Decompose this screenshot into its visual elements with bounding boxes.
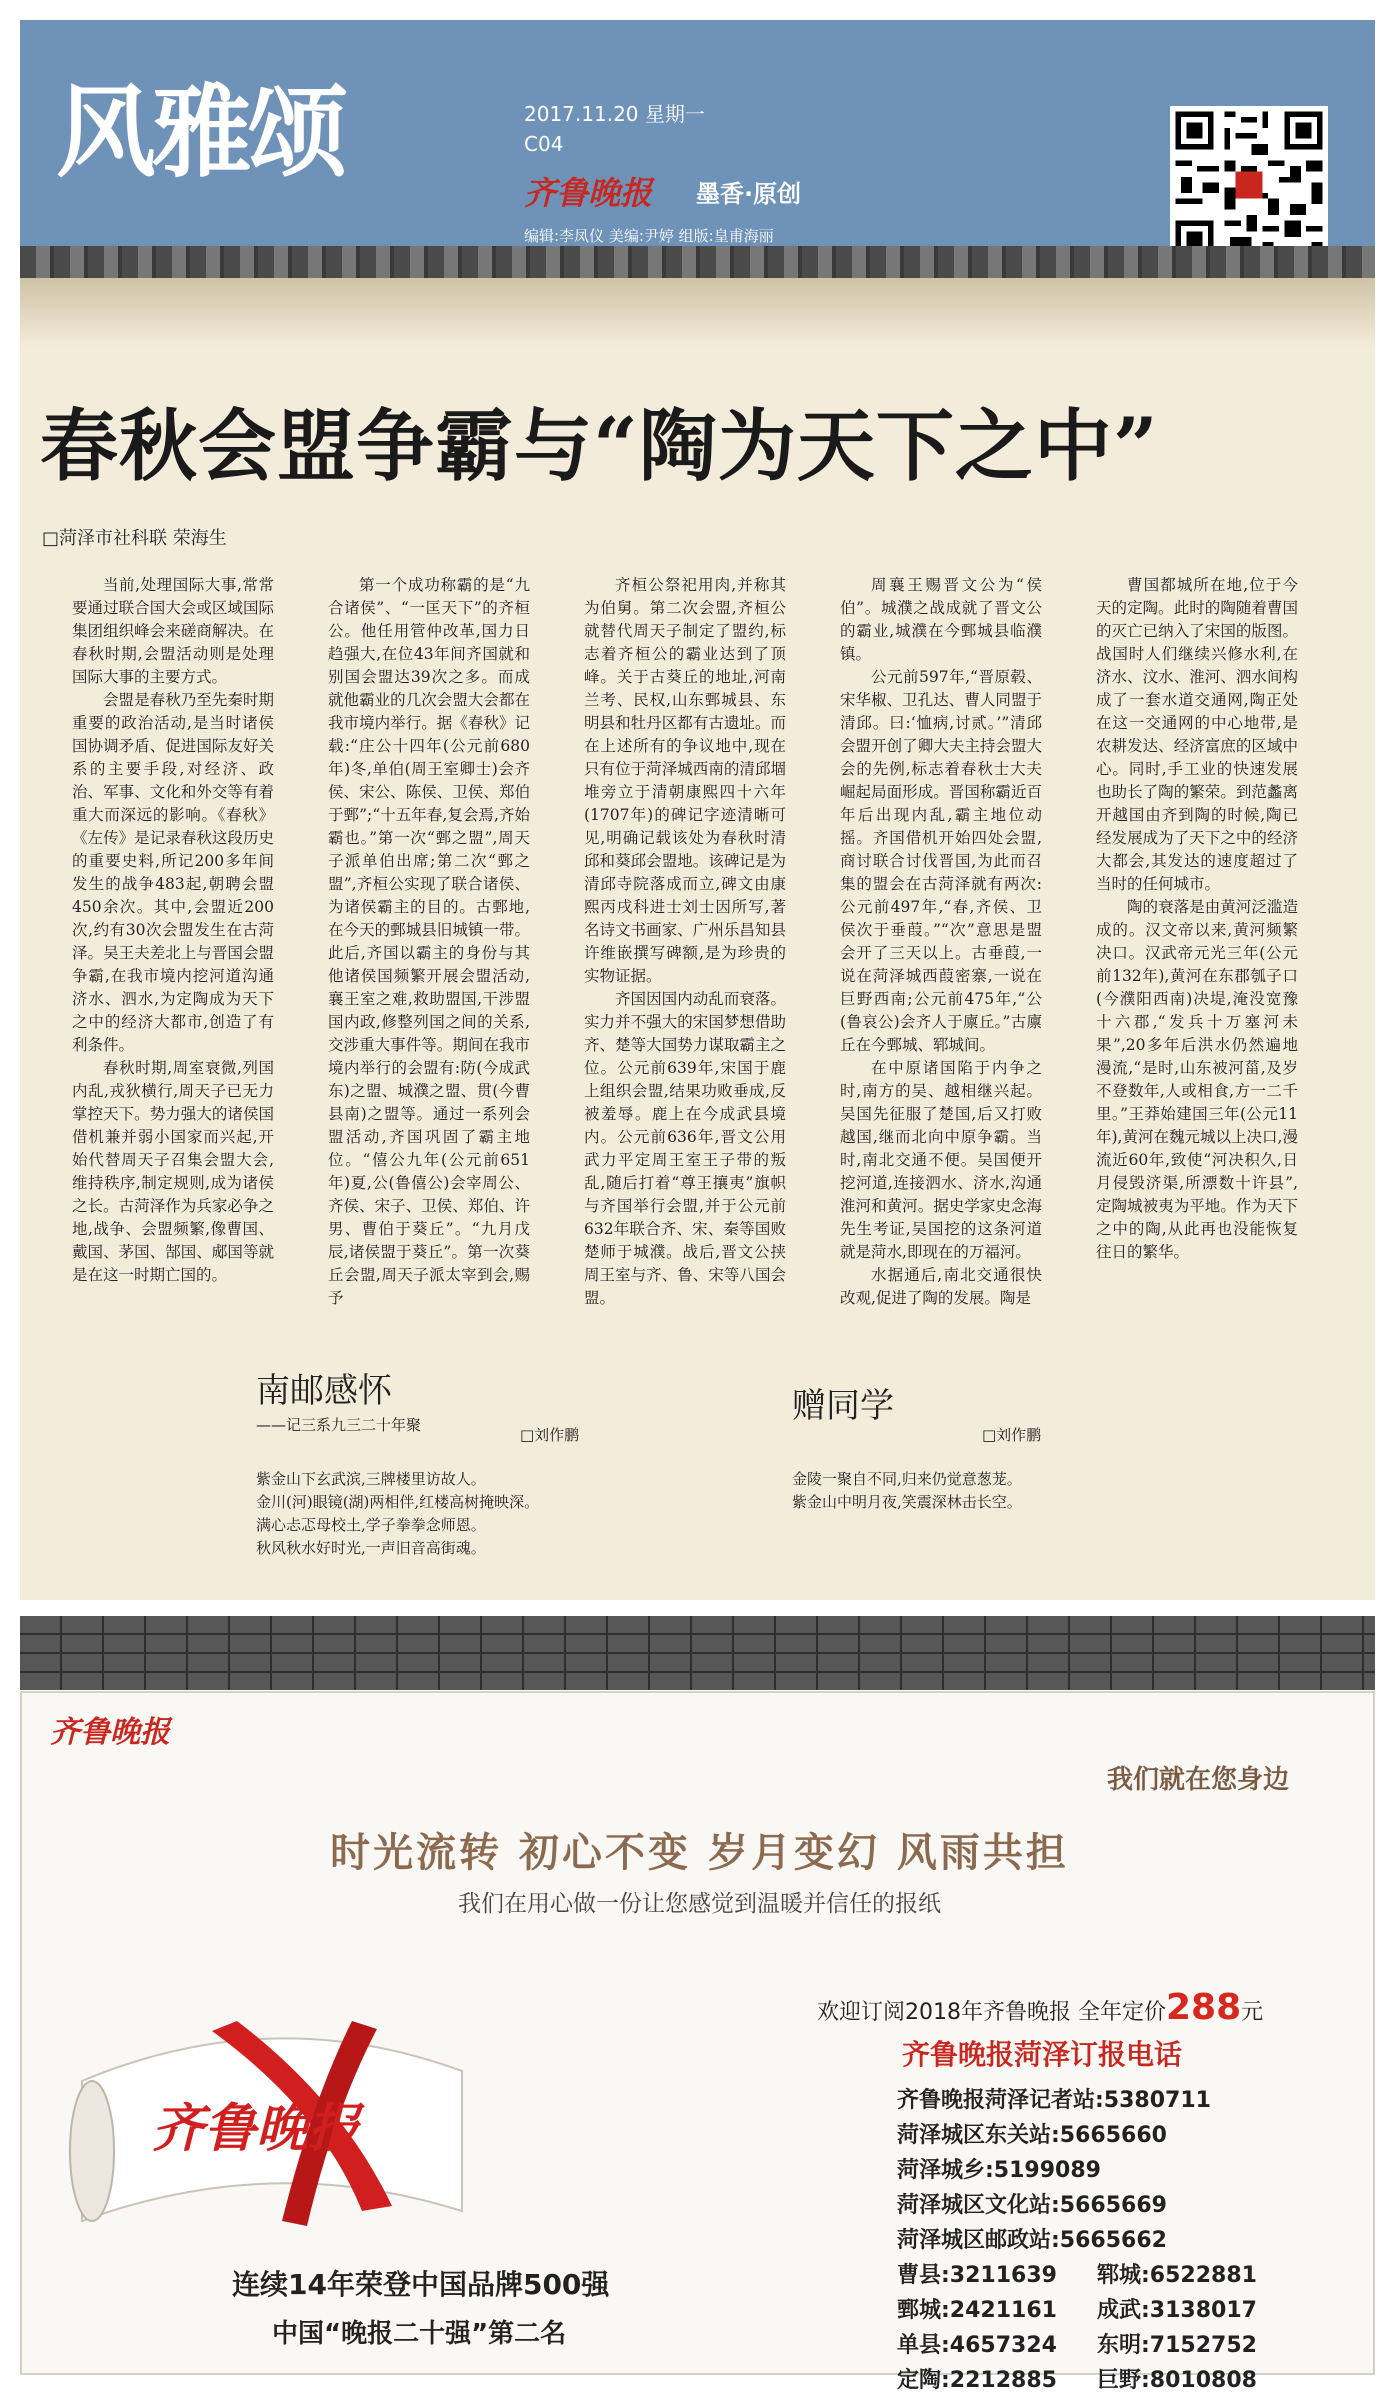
contact-list bbox=[897, 2083, 1211, 2258]
paragraph: 公元前597年,“晋原毂、宋华椒、卫孔达、曹人同盟于清邱。曰:‘恤病,讨贰。’”清邱会盟开创了卿大夫主持会盟大会的先例,标志着春秋士大夫崛起局面形成。晋国称霸近百年后出现内乱,霸主地位动摇。齐国借机开始四处会盟,商讨联合讨伐晋国,为此而召集的盟会在古菏泽就有两次:公元前497年,“春,齐侯、卫侯次于垂葭。”“次”意思是盟会开了三天以上。古垂葭,一说在菏泽城西葭密寨,一说在巨野西南;公元前475年,“公(鲁哀公)会齐人于廪丘。”古廪丘在今鄄城、郓城间。 bbox=[840, 668, 1042, 1054]
subscription-promo bbox=[817, 1987, 1263, 2028]
price-unit: 元 bbox=[1241, 2000, 1264, 2025]
contact-item: 成武:3138017 bbox=[1097, 2298, 1257, 2323]
article-byline: □菏泽市社科联 荣海生 bbox=[42, 528, 227, 549]
county-contact-grid bbox=[897, 2258, 1257, 2398]
poem-subtitle: ——记三系九三二十年聚 bbox=[256, 1416, 422, 1434]
roof-tiles-decoration bbox=[20, 246, 1375, 278]
contact-item: 定陶:2212885 bbox=[897, 2368, 1057, 2393]
poem-title: 赠同学 bbox=[792, 1386, 894, 1426]
poem-line: 金川(河)眼镜(湖)两相伴,红楼高树掩映深。 bbox=[256, 1493, 540, 1511]
contact-item: 单县:4657324 bbox=[897, 2333, 1057, 2358]
paragraph: 周襄王赐晋文公为“侯伯”。城濮之战成就了晋文公的霸业,城濮在今鄄城县临濮镇。 bbox=[840, 576, 1042, 663]
promo-text: 欢迎订阅2018年齐鲁晚报 全年定价 bbox=[817, 2000, 1166, 2025]
paragraph: 齐国因国内动乱而衰落。实力并不强大的宋国梦想借助齐、楚等大国势力谋取霸主之位。公元前639年,宋国于鹿上组织会盟,结果功败垂成,反被羞辱。鹿上在今成武县境内。公元前636年,晋文公用武力平定周王室王子带的叛乱,随后打着“尊王攘夷”旗帜与齐国举行会盟,并于公元前632年联合齐、宋、秦等国败楚师于城濮。战后,晋文公挟周王室与齐、鲁、宋等八国会盟。 bbox=[584, 990, 786, 1307]
contact-item: 鄄城:2421161 bbox=[897, 2298, 1057, 2323]
rolled-newspaper-icon bbox=[62, 1961, 482, 2251]
advert-tagline: 我们就在您身边 bbox=[1106, 1765, 1289, 1795]
brick-wall-decoration bbox=[20, 1616, 1375, 1690]
poem-body bbox=[792, 1468, 1022, 1514]
poem-line: 紫金山中明月夜,笑震深林击长空。 bbox=[792, 1493, 1022, 1511]
paragraph: 在中原诸国陷于内争之时,南方的吴、越相继兴起。吴国先征服了楚国,后又打败越国,继而北向中原争霸。当时,南北交通不便。吴国便开挖河道,连接泗水、济水,沟通淮河和黄河。据史学家史念海先生考证,吴国挖的这条河道就是菏水,即现在的万福河。 bbox=[840, 1059, 1042, 1261]
paragraph: 陶的衰落是由黄河泛滥造成的。汉文帝以来,黄河频繁决口。汉武帝元光三年(公元前132年),黄河在东郡瓠子口(今濮阳西南)决堤,淹没宽豫十六郡,“发兵十万塞河未果”,20多年后洪水仍然遍地漫流,“是时,山东被河菑,及岁不登数年,人或相食,方一二千里。”王莽始建国三年(公元11年),黄河在魏元城以上决口,漫流近60年,致使“河决积久,日月侵毁济渠,所漂数十许县”,定陶城被夷为平地。作为天下之中的陶,从此再也没能恢复往日的繁华。 bbox=[1096, 898, 1298, 1261]
qr-code-icon[interactable] bbox=[1170, 106, 1328, 264]
contact-item: 巨野:8010808 bbox=[1097, 2368, 1257, 2393]
poem-author: □刘作鹏 bbox=[982, 1426, 1042, 1444]
issue-date: 2017.11.20 星期一 bbox=[524, 102, 705, 126]
poem-body bbox=[256, 1468, 539, 1560]
contact-item: 菏泽城区文化站:5665669 bbox=[897, 2193, 1167, 2218]
price: 288 bbox=[1165, 1987, 1242, 2028]
contact-item: 东明:7152752 bbox=[1097, 2333, 1257, 2358]
contact-item: 菏泽城区邮政站:5665662 bbox=[897, 2228, 1167, 2253]
article-column-4 bbox=[840, 574, 1042, 1310]
page-number: C04 bbox=[524, 132, 564, 156]
paragraph: 第一个成功称霸的是“九合诸侯”、“一匡天下”的齐桓公。他任用管仲改革,国力日趋强大,在位43年间齐国就和别国会盟达39次之多。而成就他霸业的几次会盟大会都在我市境内举行。据《春秋》记载:“庄公十四年(公元前680年)冬,单伯(周王室卿士)会齐侯、宋公、陈侯、卫侯、郑伯于鄄”;“十五年春,复会焉,齐始霸也。”第一次“鄄之盟”,周天子派单伯出席;第二次“鄄之盟”,齐桓公实现了联合诸侯、为诸侯霸主的目的。古鄄地,在今天的鄄城县旧城镇一带。此后,齐国以霸主的身份与其他诸侯国频繁开展会盟活动,襄王室之难,救助盟国,干涉盟国内政,修整列国之间的关系,交涉重大事件等。期间在我市境内举行的会盟有:防(今成武东)之盟、城濮之盟、贯(今曹县南)之盟等。通过一系列会盟活动,齐国巩固了霸主地位。“僖公九年(公元前651年)夏,公(鲁僖公)会宰周公、齐侯、宋子、卫侯、郑伯、许男、曹伯于葵丘”。“九月戊辰,诸侯盟于葵丘”。第一次葵丘会盟,周天子派太宰到会,赐予 bbox=[328, 576, 530, 1307]
paragraph: 齐桓公祭祀用肉,并称其为伯舅。第二次会盟,齐桓公就替代周天子制定了盟约,标志着齐桓公的霸业达到了顶峰。关于古葵丘的地址,河南兰考、民权,山东鄄城县、东明县和牡丹区都有古遗址。而在上述所有的争议地中,现在只有位于菏泽城西南的清邱堌堆旁立于清朝康熙四十六年(1707年)的碑记字迹清晰可见,明确记载该处为春秋时清邱和葵邱会盟地。该碑记是为清邱寺院落成而立,碑文由康熙丙戌科进士刘士因所写,著名诗文书画家、广州乐昌知县许维嵌撰写碑额,是为珍贵的实物证据。 bbox=[584, 576, 786, 985]
roof-shadow-decoration bbox=[20, 278, 1375, 348]
paragraph: 会盟是春秋乃至先秦时期重要的政治活动,是当时诸侯国协调矛盾、促进国际友好关系的主要手段,对经济、政治、军事、文化和外交等有着重大而深远的影响。《春秋》《左传》是记录春秋这段历史的重要史料,所记200多年间发生的战争483起,朝聘会盟450余次。其中,会盟近200次,约有30次会盟发生在古菏泽。吴王夫差北上与晋国会盟争霸,在我市境内挖河道沟通济水、泗水,为定陶成为天下之中的经济大都市,创造了有利条件。 bbox=[72, 691, 274, 1054]
poem-line: 金陵一聚自不同,归来仍觉意葱茏。 bbox=[792, 1470, 1022, 1488]
paragraph: 春秋时期,周室衰微,列国内乱,戎狄横行,周天子已无力掌控天下。势力强大的诸侯国借机兼并弱小国家而兴起,开始代替周天子召集会盟大会,维持秩序,制定规则,成为诸侯之长。古菏泽作为兵家必争之地,战争、会盟频繁,像曹国、戴国、茅国、郜国、郕国等就是在这一时期亡国的。 bbox=[72, 1059, 274, 1284]
hotline-title: 齐鲁晚报菏泽订报电话 bbox=[902, 2038, 1183, 2071]
paper-masthead: 齐鲁晚报 bbox=[152, 2098, 361, 2159]
advert-sub-slogan: 我们在用心做一份让您感觉到温暖并信任的报纸 bbox=[458, 1891, 941, 1917]
page-header bbox=[20, 20, 1375, 278]
contact-item: 齐鲁晚报菏泽记者站:5380711 bbox=[897, 2088, 1211, 2113]
poem-line: 紫金山下玄武滨,三牌楼里访故人。 bbox=[256, 1470, 486, 1488]
poem-line: 秋风秋水好时光,一声旧音高街魂。 bbox=[256, 1539, 486, 1557]
poem-author: □刘作鹏 bbox=[520, 1426, 580, 1444]
article-area bbox=[20, 278, 1375, 1600]
article-title: 春秋会盟争霸与“陶为天下之中” bbox=[40, 401, 1159, 492]
paragraph: 水据通后,南北交通很快改观,促进了陶的发展。陶是 bbox=[840, 1266, 1042, 1307]
advert-slogan: 时光流转 初心不变 岁月变幻 风雨共担 bbox=[330, 1830, 1069, 1876]
contact-item: 曹县:3211639 bbox=[897, 2263, 1057, 2288]
paragraph: 当前,处理国际大事,常常要通过联合国大会或区域国际集团组织峰会来磋商解决。在春秋时期,会盟活动则是处理国际大事的主要方式。 bbox=[72, 576, 274, 686]
poem-title: 南邮感怀 bbox=[256, 1371, 392, 1411]
contact-item: 菏泽城区东关站:5665660 bbox=[897, 2123, 1167, 2148]
contact-item: 菏泽城乡:5199089 bbox=[897, 2158, 1101, 2183]
column-name: 墨香·原创 bbox=[696, 180, 802, 208]
section-title: 风雅颂 bbox=[56, 73, 344, 191]
newspaper-page bbox=[20, 20, 1375, 2393]
article-column-5 bbox=[1096, 574, 1298, 1264]
article-column-3 bbox=[584, 574, 786, 1310]
subscription-advert bbox=[20, 1691, 1375, 2393]
contact-item: 郓城:6522881 bbox=[1097, 2263, 1257, 2288]
editor-credits: 编辑:李凤仪 美编:尹婷 组版:皇甫海丽 bbox=[524, 227, 774, 245]
article-column-2 bbox=[328, 574, 530, 1310]
advert-logo: 齐鲁晚报 bbox=[50, 1715, 170, 1750]
paragraph: 曹国都城所在地,位于今天的定陶。此时的陶随着曹国的灭亡已纳入了宋国的版图。战国时人们继续兴修水利,在济水、汶水、淮河、泗水间构成了一套水道交通网,陶正处在这一交通网的中心地带,是农耕发达、经济富庶的区域中心。同时,手工业的快速发展也助长了陶的繁荣。到范蠡离开越国由齐到陶的时候,陶已经发展成为了天下之中的经济大都会,其发达的速度超过了当时的任何城市。 bbox=[1096, 576, 1298, 893]
paper-logo: 齐鲁晚报 bbox=[524, 174, 653, 212]
poem-line: 满心忐忑母校土,学子拳拳念师恩。 bbox=[256, 1516, 486, 1534]
ranking-honor: 中国“晚报二十强”第二名 bbox=[272, 2319, 567, 2349]
article-column-1 bbox=[72, 574, 274, 1287]
brand-honor: 连续14年荣登中国品牌500强 bbox=[232, 2268, 610, 2301]
